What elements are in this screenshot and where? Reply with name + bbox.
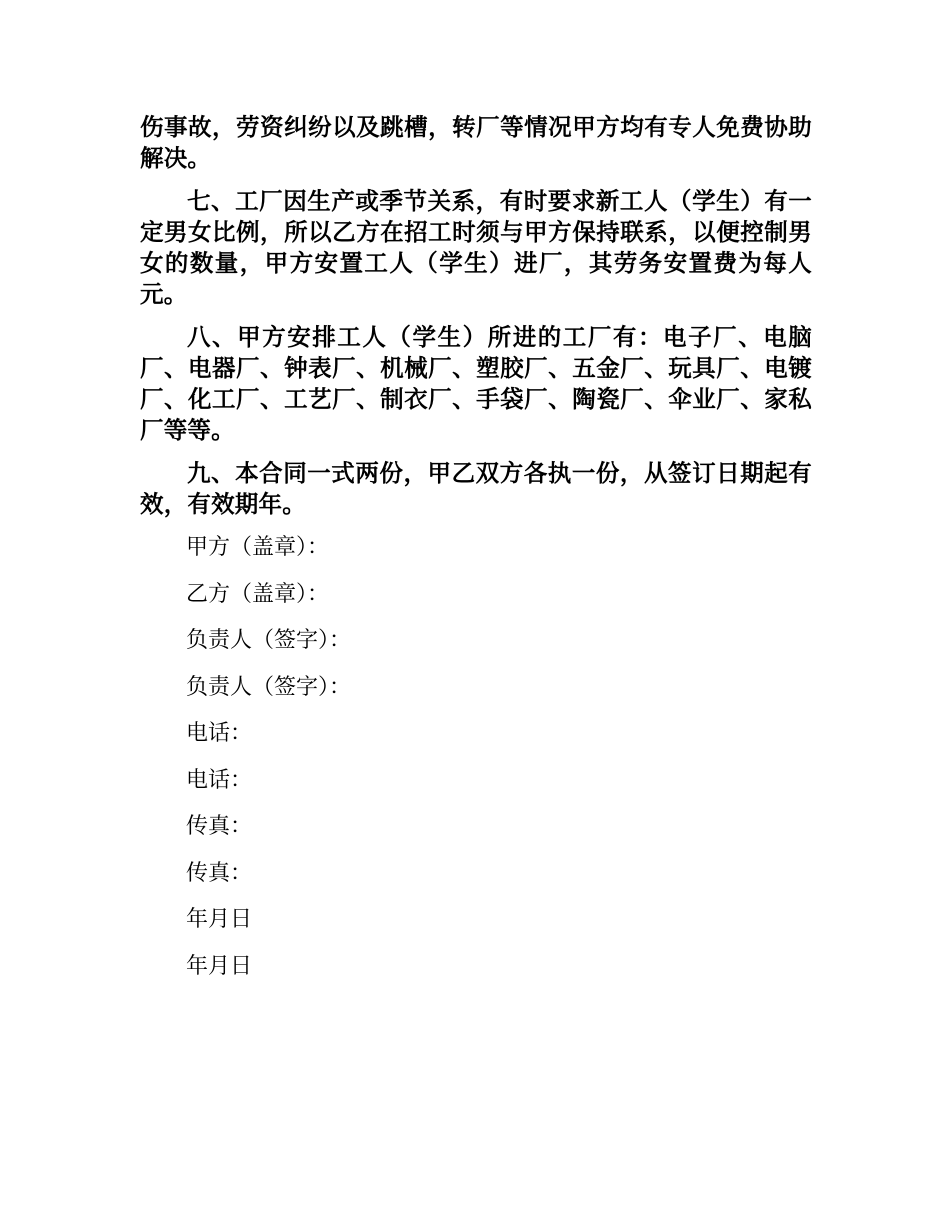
paragraph-clause-8: 八、甲方安排工人（学生）所进的工厂有：电子厂、电脑厂、电器厂、钟表厂、机械厂、塑胶厂、五金厂、玩具厂、电镀厂、化工厂、工艺厂、制衣厂、手袋厂、陶瓷厂、伞业厂、家私厂等等。 <box>140 323 812 444</box>
paragraph-continuation: 伤事故，劳资纠纷以及跳槽，转厂等情况甲方均有专人免费协助解决。 <box>140 113 812 172</box>
party-b-signatory-line: 负责人（签字）： <box>186 674 352 700</box>
party-b-date-line: 年月日 <box>186 953 253 979</box>
signature-block <box>140 532 812 982</box>
paragraph-clause-7: 七、工厂因生产或季节关系，有时要求新工人（学生）有一定男女比例，所以乙方在招工时须与甲方保持联系，以便控制男女的数量，甲方安置工人（学生）进厂，其劳务安置费为每人元。 <box>140 187 812 308</box>
party-b-fax-line: 传真： <box>186 860 253 886</box>
party-a-seal-line: 甲方（盖章）： <box>186 535 330 560</box>
party-a-signatory-line: 负责人（签字）： <box>186 628 352 653</box>
party-b-phone-line: 电话： <box>186 767 253 793</box>
party-a-date-line: 年月日 <box>186 907 253 932</box>
document-page <box>140 112 812 997</box>
paragraph-clause-9: 九、本合同一式两份，甲乙双方各执一份，从签订日期起有效，有效期年。 <box>140 459 812 518</box>
party-a-fax-line: 传真： <box>186 814 253 839</box>
party-b-seal-line: 乙方（盖章）： <box>186 581 330 607</box>
party-a-phone-line: 电话： <box>186 721 253 746</box>
